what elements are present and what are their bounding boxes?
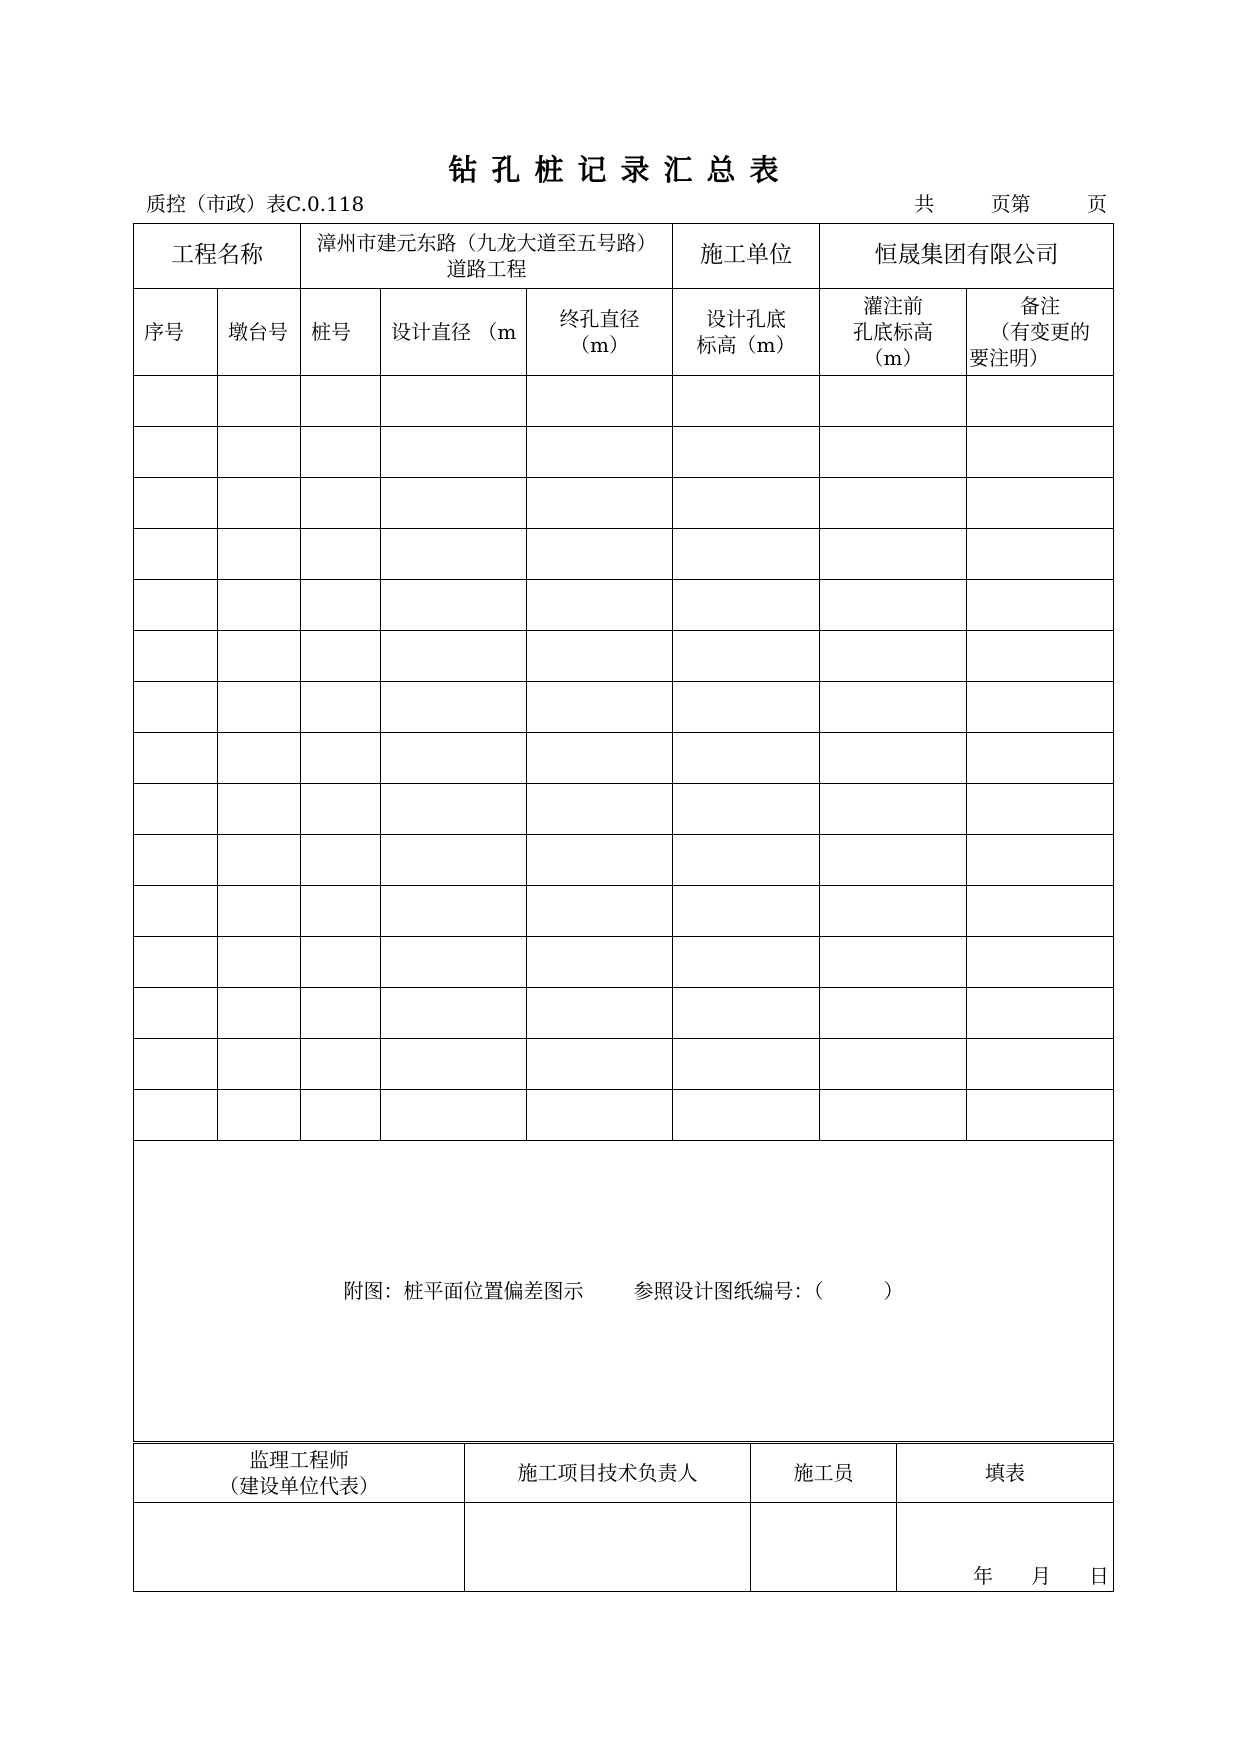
table-cell[interactable]: [218, 427, 301, 478]
table-cell[interactable]: [381, 886, 527, 937]
table-cell[interactable]: [527, 427, 673, 478]
table-cell[interactable]: [381, 937, 527, 988]
table-cell[interactable]: [134, 835, 218, 886]
table-cell[interactable]: [820, 1039, 967, 1090]
table-cell[interactable]: [134, 733, 218, 784]
table-cell[interactable]: [527, 631, 673, 682]
attachment-label: 附图：桩平面位置偏差图示: [343, 1279, 584, 1303]
table-cell[interactable]: [967, 886, 1114, 937]
contractor-value[interactable]: 恒晟集团有限公司: [820, 224, 1114, 289]
col-pre-pour-elevation: [820, 289, 967, 376]
table-cell[interactable]: [381, 988, 527, 1039]
table-row: [134, 427, 1114, 478]
col-remarks-line3: 要注明）: [969, 346, 1050, 370]
contractor-label: 施工单位: [673, 224, 820, 289]
page-total-label: 共: [914, 192, 935, 216]
table-cell[interactable]: [527, 988, 673, 1039]
table-cell[interactable]: [381, 427, 527, 478]
table-cell[interactable]: [967, 937, 1114, 988]
table-cell[interactable]: [527, 835, 673, 886]
table-cell[interactable]: [527, 937, 673, 988]
table-cell[interactable]: [967, 1090, 1114, 1141]
date-year: 年: [973, 1564, 993, 1588]
table-cell[interactable]: [301, 682, 381, 733]
table-cell[interactable]: [381, 1039, 527, 1090]
col-pre-pour-line2: 孔底标高: [853, 320, 934, 344]
attachment-row: [134, 1141, 1114, 1442]
table-cell[interactable]: [673, 937, 820, 988]
table-cell[interactable]: [820, 427, 967, 478]
table-cell[interactable]: [673, 988, 820, 1039]
page-label-1: 页第: [990, 192, 1031, 216]
table-cell[interactable]: [673, 886, 820, 937]
table-cell[interactable]: [967, 631, 1114, 682]
table-cell[interactable]: [218, 580, 301, 631]
table-cell[interactable]: [820, 1090, 967, 1141]
table-cell[interactable]: [967, 376, 1114, 427]
col-remarks-line1: 备注: [1020, 294, 1061, 318]
table-cell[interactable]: [820, 937, 967, 988]
table-cell[interactable]: [301, 784, 381, 835]
table-cell[interactable]: [301, 376, 381, 427]
table-cell[interactable]: [134, 886, 218, 937]
table-cell[interactable]: [673, 784, 820, 835]
table-cell[interactable]: [527, 376, 673, 427]
table-cell[interactable]: [218, 835, 301, 886]
col-seq: 序号: [134, 289, 218, 376]
table-cell[interactable]: [381, 376, 527, 427]
table-row: [134, 580, 1114, 631]
document-title: 钻孔桩记录汇总表: [448, 153, 793, 187]
table-cell[interactable]: [301, 427, 381, 478]
table-row: [134, 988, 1114, 1039]
attachment-cell[interactable]: [134, 1141, 1114, 1442]
col-final-diameter: [527, 289, 673, 376]
tech-lead-label: 施工项目技术负责人: [465, 1444, 751, 1503]
table-cell[interactable]: [673, 376, 820, 427]
table-cell[interactable]: [820, 835, 967, 886]
table-cell[interactable]: [820, 580, 967, 631]
table-cell[interactable]: [673, 529, 820, 580]
table-cell[interactable]: [527, 478, 673, 529]
page-label-2: 页: [1087, 192, 1107, 216]
signature-table: [133, 1443, 1114, 1592]
table-cell[interactable]: [527, 580, 673, 631]
table-cell[interactable]: [134, 682, 218, 733]
table-cell[interactable]: [218, 376, 301, 427]
col-remarks: [967, 289, 1114, 376]
project-row: [134, 224, 1114, 289]
table-cell[interactable]: [381, 733, 527, 784]
table-row: [134, 1039, 1114, 1090]
tech-lead-signature-cell[interactable]: [465, 1503, 751, 1592]
table-row: [134, 886, 1114, 937]
table-cell[interactable]: [134, 988, 218, 1039]
form-code: 质控（市政）表C.0.118: [146, 192, 365, 216]
table-cell[interactable]: [381, 580, 527, 631]
table-cell[interactable]: [527, 1039, 673, 1090]
table-row: [134, 835, 1114, 886]
table-cell[interactable]: [673, 478, 820, 529]
table-cell[interactable]: [673, 631, 820, 682]
table-cell[interactable]: [967, 427, 1114, 478]
table-cell[interactable]: [820, 682, 967, 733]
table-cell[interactable]: [673, 1039, 820, 1090]
table-cell[interactable]: [527, 529, 673, 580]
table-cell[interactable]: [381, 784, 527, 835]
table-cell[interactable]: [527, 886, 673, 937]
table-cell[interactable]: [967, 478, 1114, 529]
date-day: 日: [1089, 1564, 1109, 1588]
table-cell[interactable]: [134, 784, 218, 835]
table-cell[interactable]: [301, 835, 381, 886]
table-cell[interactable]: [301, 886, 381, 937]
table-cell[interactable]: [381, 478, 527, 529]
table-cell[interactable]: [218, 529, 301, 580]
col-final-diameter-line1: 终孔直径: [559, 307, 640, 331]
table-cell[interactable]: [301, 937, 381, 988]
column-header-row: [134, 289, 1114, 376]
table-cell[interactable]: [218, 937, 301, 988]
table-cell[interactable]: [820, 733, 967, 784]
table-cell[interactable]: [381, 529, 527, 580]
constructor-signature-cell[interactable]: [751, 1503, 897, 1592]
table-cell[interactable]: [134, 1039, 218, 1090]
table-cell[interactable]: [301, 631, 381, 682]
col-pre-pour-line1: 灌注前: [863, 294, 924, 318]
col-design-bottom-line1: 设计孔底: [706, 307, 787, 331]
table-cell[interactable]: [967, 784, 1114, 835]
table-cell[interactable]: [967, 1039, 1114, 1090]
table-cell[interactable]: [381, 682, 527, 733]
data-rows: [134, 376, 1114, 1141]
table-row: [134, 1090, 1114, 1141]
attachment-reference: 参照设计图纸编号：（ ）: [633, 1279, 904, 1303]
table-cell[interactable]: [381, 835, 527, 886]
table-cell[interactable]: [301, 1090, 381, 1141]
table-row: [134, 478, 1114, 529]
table-cell[interactable]: [134, 937, 218, 988]
col-design-bottom-line2: 标高（m）: [696, 333, 796, 357]
table-cell[interactable]: [967, 580, 1114, 631]
table-cell[interactable]: [673, 427, 820, 478]
table-cell[interactable]: [820, 631, 967, 682]
table-cell[interactable]: [967, 988, 1114, 1039]
table-cell[interactable]: [673, 835, 820, 886]
table-cell[interactable]: [218, 1039, 301, 1090]
project-name-line2: 道路工程: [446, 257, 527, 281]
table-cell[interactable]: [301, 529, 381, 580]
table-cell[interactable]: [527, 1090, 673, 1141]
table-cell[interactable]: [134, 478, 218, 529]
signature-header-row: [134, 1444, 1114, 1503]
table-cell[interactable]: [134, 376, 218, 427]
table-cell[interactable]: [820, 478, 967, 529]
table-cell[interactable]: [673, 682, 820, 733]
table-cell[interactable]: [381, 1090, 527, 1141]
table-cell[interactable]: [301, 1039, 381, 1090]
col-remarks-line2: （有变更的: [990, 320, 1091, 344]
table-row: [134, 682, 1114, 733]
table-row: [134, 733, 1114, 784]
table-cell[interactable]: [967, 529, 1114, 580]
table-cell[interactable]: [134, 427, 218, 478]
supervisor-signature-cell[interactable]: [134, 1503, 465, 1592]
page-info: [914, 188, 1107, 217]
table-cell[interactable]: [301, 733, 381, 784]
signature-body-row: [134, 1503, 1114, 1592]
table-cell[interactable]: [218, 988, 301, 1039]
col-pre-pour-line3: （m）: [863, 346, 923, 370]
table-cell[interactable]: [967, 835, 1114, 886]
col-pile: 桩号: [301, 289, 381, 376]
table-cell[interactable]: [218, 1090, 301, 1141]
table-cell[interactable]: [673, 733, 820, 784]
col-design-diameter: 设计直径 （m: [381, 289, 527, 376]
table-row: [134, 376, 1114, 427]
table-cell[interactable]: [301, 988, 381, 1039]
table-cell[interactable]: [820, 376, 967, 427]
table-cell[interactable]: [218, 784, 301, 835]
col-design-bottom: [673, 289, 820, 376]
table-cell[interactable]: [134, 1090, 218, 1141]
filler-label: 填表: [897, 1444, 1114, 1503]
project-name-value[interactable]: [301, 224, 673, 289]
filler-date-cell[interactable]: [897, 1503, 1114, 1592]
table-cell[interactable]: [301, 580, 381, 631]
table-cell[interactable]: [301, 478, 381, 529]
table-cell[interactable]: [967, 682, 1114, 733]
table-cell[interactable]: [527, 733, 673, 784]
table-cell[interactable]: [820, 988, 967, 1039]
table-cell[interactable]: [218, 631, 301, 682]
col-pier: 墩台号: [218, 289, 301, 376]
table-cell[interactable]: [218, 682, 301, 733]
pile-record-table: [133, 223, 1114, 1442]
table-cell[interactable]: [820, 784, 967, 835]
table-cell[interactable]: [820, 886, 967, 937]
table-row: [134, 529, 1114, 580]
table-cell[interactable]: [134, 631, 218, 682]
table-cell[interactable]: [134, 529, 218, 580]
project-name-label: 工程名称: [134, 224, 301, 289]
table-cell[interactable]: [527, 682, 673, 733]
date-month: 月: [1031, 1564, 1051, 1588]
table-row: [134, 784, 1114, 835]
project-name-line1: 漳州市建元东路（九龙大道至五号路）: [316, 231, 657, 255]
table-cell[interactable]: [527, 784, 673, 835]
col-final-diameter-line2: （m）: [570, 333, 629, 357]
table-row: [134, 631, 1114, 682]
table-cell[interactable]: [673, 1090, 820, 1141]
supervisor-label: [134, 1444, 465, 1503]
table-cell[interactable]: [218, 733, 301, 784]
table-cell[interactable]: [218, 886, 301, 937]
supervisor-line1: 监理工程师: [249, 1448, 349, 1472]
table-cell[interactable]: [673, 580, 820, 631]
table-cell[interactable]: [134, 580, 218, 631]
constructor-label: 施工员: [751, 1444, 897, 1503]
table-cell[interactable]: [967, 733, 1114, 784]
table-cell[interactable]: [218, 478, 301, 529]
table-cell[interactable]: [381, 631, 527, 682]
supervisor-line2: （建设单位代表）: [219, 1474, 379, 1498]
table-cell[interactable]: [820, 529, 967, 580]
table-row: [134, 937, 1114, 988]
